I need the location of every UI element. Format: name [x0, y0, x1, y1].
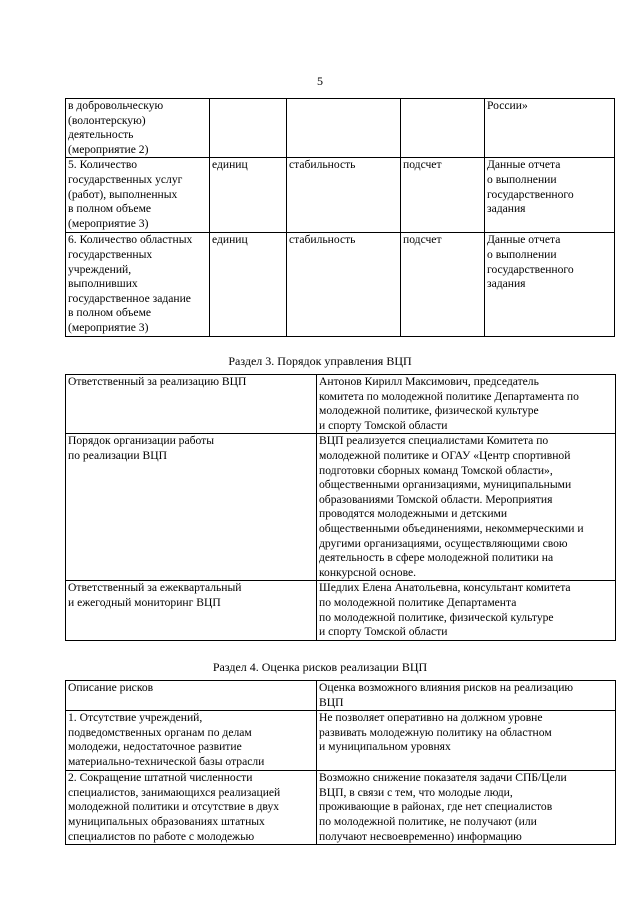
table-row: [66, 99, 615, 158]
source-cell: России»: [485, 99, 615, 158]
risk-description: 2. Сокращение штатной численности специалистов, занимающихся реализацией молодежной политики и отсутствие в двух муниципальных образованиях штатных специалистов по работе с молодежью: [66, 771, 317, 845]
row-label: Ответственный за ежеквартальный и ежегодный мониторинг ВЦП: [66, 581, 317, 641]
risk-impact-header: Оценка возможного влияния рисков на реализацию ВЦП: [317, 681, 616, 711]
indicator-name-cell: в добровольческую (волонтерскую) деятельность (мероприятие 2): [66, 99, 210, 158]
unit-cell: единиц: [210, 158, 287, 233]
source-cell: Данные отчета о выполнении государственного задания: [485, 233, 615, 336]
table-row: [66, 581, 616, 641]
risk-description-header: Описание рисков: [66, 681, 317, 711]
row-value: Шедлих Елена Анатольевна, консультант комитета по молодежной политике Департамента по молодежной политике, физической культуре и спорту Томской области: [317, 581, 616, 641]
risks-table: [65, 680, 616, 845]
risk-impact: Не позволяет оперативно на должном уровне развивать молодежную политику на областном и муниципальном уровнях: [317, 711, 616, 771]
method-cell: подсчет: [401, 233, 485, 336]
table-row: [66, 375, 616, 434]
section-3-title: Раздел 3. Порядок управления ВЦП: [228, 354, 412, 368]
table-header-row: [66, 681, 616, 711]
table-row: [66, 434, 616, 581]
indicator-name-cell: 6. Количество областных государственных учреждений, выполнивших государственное задание в полном объеме (мероприятие 3): [66, 233, 210, 336]
section-4-title: Раздел 4. Оценка рисков реализации ВЦП: [212, 660, 428, 674]
row-value: Антонов Кирилл Максимович, председатель комитета по молодежной политике Департамента по молодежной политике, физической культуре и спорту Томской области: [317, 375, 616, 434]
risk-impact: Возможно снижение показателя задачи СПБ/Цели ВЦП, в связи с тем, что молодые люди, проживающие в районах, где нет специалистов по молодежной политике, не получают (или получают несвоевременно) информацию: [317, 771, 616, 845]
row-label: Порядок организации работы по реализации ВЦП: [66, 434, 317, 581]
management-table: [65, 374, 616, 641]
indicator-name-cell: 5. Количество государственных услуг (работ), выполненных в полном объеме (мероприятие 3): [66, 158, 210, 233]
table-row: [66, 233, 615, 336]
trend-cell: стабильность: [287, 158, 401, 233]
table-row: [66, 158, 615, 233]
method-cell: подсчет: [401, 158, 485, 233]
method-cell: [401, 99, 485, 158]
trend-cell: [287, 99, 401, 158]
unit-cell: единиц: [210, 233, 287, 336]
risk-description: 1. Отсутствие учреждений, подведомственных органам по делам молодежи, недостаточное развитие материально-технической базы отрасли: [66, 711, 317, 771]
unit-cell: [210, 99, 287, 158]
row-label: Ответственный за реализацию ВЦП: [66, 375, 317, 434]
indicators-table: [65, 98, 615, 337]
table-row: [66, 711, 616, 771]
trend-cell: стабильность: [287, 233, 401, 336]
table-row: [66, 771, 616, 845]
source-cell: Данные отчета о выполнении государственного задания: [485, 158, 615, 233]
row-value: ВЦП реализуется специалистами Комитета по молодежной политике и ОГАУ «Центр спортивной подготовки сборных команд Томской области», общественными организациями, муниципальными образованиями Томской области. Мероприятия проводятся молодежными и детскими общественными объединениями, некоммерческими и другими организациями, осуществляющими свою деятельность в сфере молодежной политики на конкурсной основе.: [317, 434, 616, 581]
page-number: 5: [317, 74, 323, 88]
